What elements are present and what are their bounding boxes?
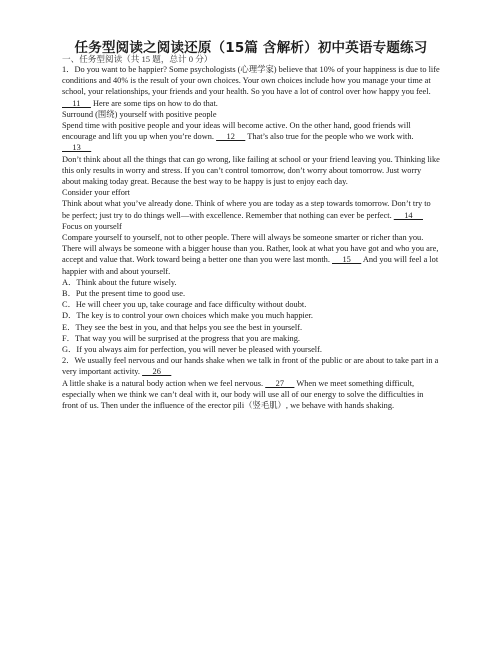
q1-paragraph-4 (62, 232, 440, 277)
option-f: F．That way you will be surprised at the progress that you are making. (62, 333, 300, 343)
subheading-effort: Consider your effort (62, 188, 130, 198)
q1-p4-tail: And you will feel a lot happier with and about yourself. (62, 255, 439, 276)
q2-paragraph-1 (62, 355, 440, 377)
q2-p2-tail: When we meet something difficult, especially when we think we can’t deal with it, our body will use all of our energy to solve the difficulties in front of us. Then under the influence of the erector pili（竖毛肌）, we behave with hands shaking. (62, 378, 424, 411)
q1-p4-text: Compare yourself to yourself, not to other people. There will always be someone smarter or richer than you. There will always be someone with a bigger house than you. Rather, look at what you have got and who you are, accept and value that. Work toward being a better one than you were last month. (62, 233, 439, 265)
option-c: C．He will cheer you up, take courage and face difficulty without doubt. (62, 300, 307, 310)
q1-paragraph-1 (62, 120, 440, 142)
document-body (62, 64, 440, 411)
q2-paragraph-2 (62, 378, 440, 412)
blank-15: 15 (332, 255, 362, 265)
q1-p3-text: Think about what you’ve already done. Think of where you are today as a step towards tomorrow. Don’t try to be perfect; just try to do things well—with excellence. Remember that nothing can ever be perfect. (62, 199, 431, 220)
subheading-focus: Focus on yourself (62, 221, 122, 231)
blank-13: 13 (62, 143, 92, 153)
q2-p1-text: 2．We usually feel nervous and our hands shake when we talk in front of the public or are about to take part in a very important activity. (62, 356, 439, 377)
q1-p1-text: Spend time with positive people and your ideas will become active. On the other hand, good friends will encourage and lift you up when you’re down. (62, 121, 411, 142)
q1-paragraph-3 (62, 198, 440, 220)
blank-14: 14 (393, 210, 423, 220)
blank-13-line (62, 142, 440, 153)
q1-intro-tail: Here are some tips on how to do that. (90, 98, 218, 108)
blank-27: 27 (265, 378, 295, 388)
subheading-surround: Surround (围绕) yourself with positive people (62, 109, 217, 119)
section-heading: 一、任务型阅读（共 15 题，总计 0 分） (62, 54, 213, 64)
option-g: G．If you always aim for perfection, you will never be pleased with yourself. (62, 345, 322, 355)
option-b: B．Put the present time to good use. (62, 289, 186, 299)
blank-11: 11 (62, 98, 91, 108)
blank-26: 26 (142, 367, 172, 377)
q2-p2-text: A little shake is a natural body action when we feel nervous. (62, 378, 266, 388)
q1-intro-text: 1．Do you want to be happier? Some psychologists (心理学家) believe that 10% of your happiness is due to life conditions and 40% is the result of your own choices. Your own choices include how you manage your time at school, your relationships, your friends and your health. So you have a lot of control over how happy you feel. (62, 65, 440, 97)
option-e: E．They see the best in you, and that helps you see the best in yourself. (62, 322, 303, 332)
q1-p1-tail: That’s also true for the people who we work with. (245, 132, 414, 142)
q1-paragraph-2: Don’t think about all the things that can go wrong, like failing at school or your friend leaving you. Thinking like this only results in worry and stress. If you can’t control tomorrow, don’t worry about tomorrow. Just worry about making today great. Because the best way to be happy is just to enjoy each day. (62, 154, 440, 187)
option-a: A．Think about the future wisely. (62, 277, 177, 287)
page-title: 任务型阅读之阅读还原（15篇 含解析）初中英语专题练习 (74, 40, 428, 56)
q1-intro (62, 64, 440, 109)
blank-12: 12 (216, 132, 246, 142)
option-d: D．The key is to control your own choices which make you much happier. (62, 311, 313, 321)
